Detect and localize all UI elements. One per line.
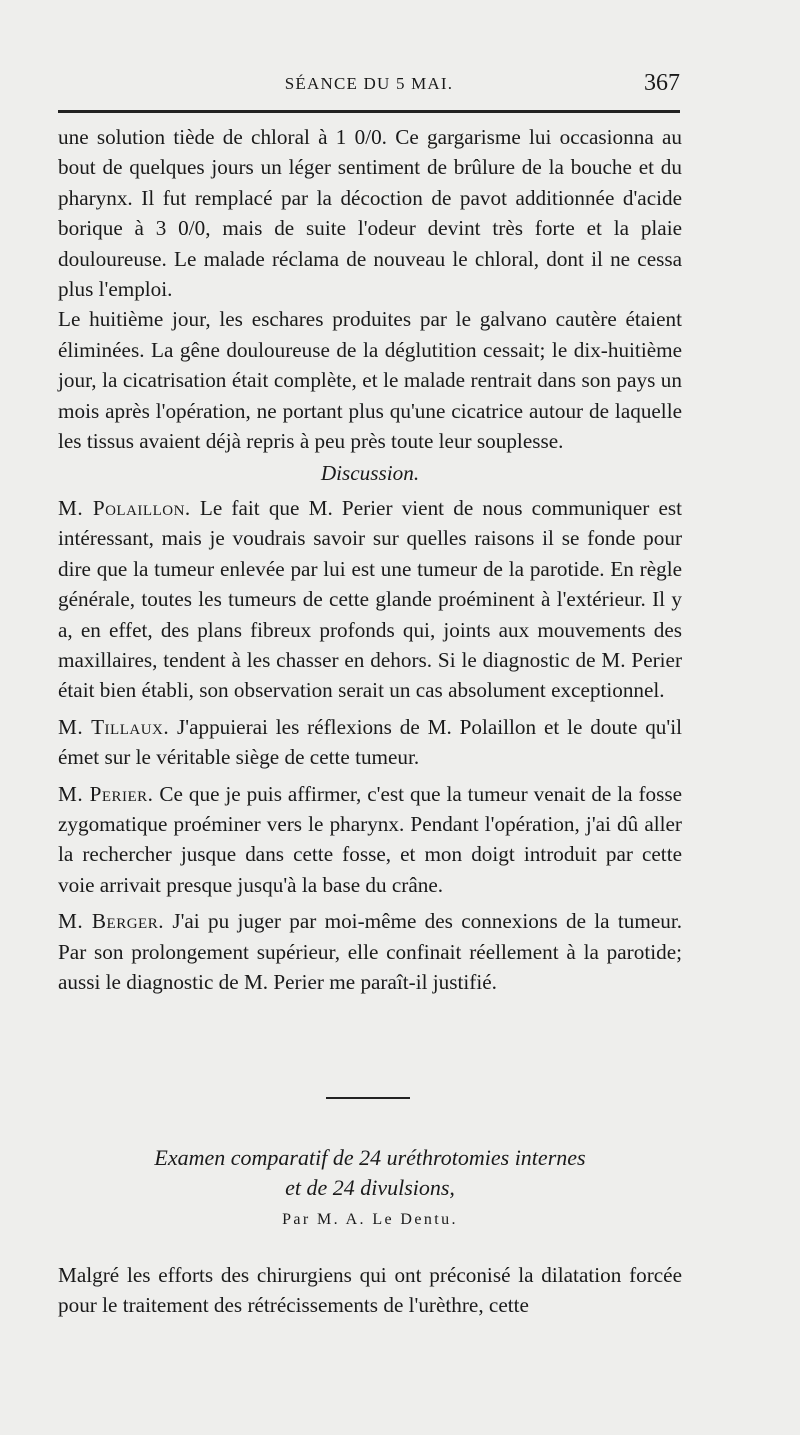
speaker-name: M. Perier. bbox=[58, 781, 154, 806]
speaker-name: M. Berger. bbox=[58, 909, 165, 934]
section-separator bbox=[326, 1097, 410, 1099]
article-author: Par M. A. Le Dentu. bbox=[282, 1211, 458, 1228]
paragraph-healing: Le huitième jour, les eschares produites par le galvano cautère étaient éliminées. La gêne douloureuse de la déglutition cessait; le dix-huitième jour, la cicatrisation était complète, et le malade rentrait dans son pays un mois après l'opération, ne portant plus qu'une cicatrice autour de laquelle les tissus avaient déjà repris à peu près toute leur souplesse. bbox=[58, 307, 682, 454]
paragraph-continuation: une solution tiède de chloral à 1 0/0. Ce gargarisme lui occasionna au bout de quelques jours un léger sentiment de brûlure de la bouche et du pharynx. Il fut remplacé par la décoction de pavot additionnée d'acide borique à 3 0/0, mais de suite l'odeur devint très forte et la plaie douloureuse. Le malade réclama de nouveau le chloral, dont il ne cessa plus l'emploi. bbox=[58, 125, 682, 302]
header-rule bbox=[58, 110, 680, 113]
article-title bbox=[58, 1143, 682, 1203]
article-title-line-2: et de 24 divulsions, bbox=[285, 1175, 455, 1200]
speaker-remark: J'ai pu juger par moi-même des connexions de la tumeur. Par son prolongement supérieur, elle confinait réellement à la parotide; aussi le diagnostic de M. Perier me paraît-il justifié. bbox=[58, 909, 683, 994]
speaker-name: M. Polaillon. bbox=[58, 495, 191, 520]
speaker-name: M. Tillaux. bbox=[58, 714, 170, 739]
discussion-entry bbox=[58, 906, 682, 997]
running-title: SÉANCE DU 5 MAI. bbox=[284, 74, 454, 93]
article-opening-paragraph: Malgré les efforts des chirurgiens qui ont préconisé la dilatation forcée pour le traitement des rétrécissements de l'urèthre, cette bbox=[58, 1263, 682, 1318]
discussion-heading: Discussion. bbox=[320, 461, 420, 486]
speaker-remark: Le fait que M. Perier vient de nous communiquer est intéressant, mais je voudrais savoir sur quelles raisons il se fonde pour dire que la tumeur enlevée par lui est une tumeur de la parotide. En règle générale, toutes les tumeurs de cette glande proéminent à l'extérieur. Il y a, en effet, des plans fibreux profonds qui, joints aux mouvements des maxillaires, tendent à les chasser en dehors. Si le diagnostic de M. Perier était bien établi, son observation serait un cas absolument exceptionnel. bbox=[58, 495, 683, 703]
discussion-entry bbox=[58, 712, 682, 773]
article-body bbox=[58, 1260, 682, 1321]
running-head bbox=[58, 70, 680, 98]
speaker-remark: J'appuierai les réflexions de M. Polaillon et le doute qu'il émet sur le véritable siège de cette tumeur. bbox=[58, 714, 682, 770]
body-text bbox=[58, 122, 682, 997]
discussion-entry bbox=[58, 779, 682, 901]
article-title-line-1: Examen comparatif de 24 uréthrotomies internes bbox=[154, 1145, 586, 1170]
speaker-remark: Ce que je puis affirmer, c'est que la tumeur venait de la fosse zygomatique proéminer vers le pharynx. Pendant l'opération, j'ai dû aller la rechercher jusque dans cette fosse, et mon doigt introduit par cette voie arrivait presque jusqu'à la base du crâne. bbox=[58, 781, 683, 897]
discussion-entry bbox=[58, 493, 682, 706]
page-number: 367 bbox=[644, 70, 680, 96]
